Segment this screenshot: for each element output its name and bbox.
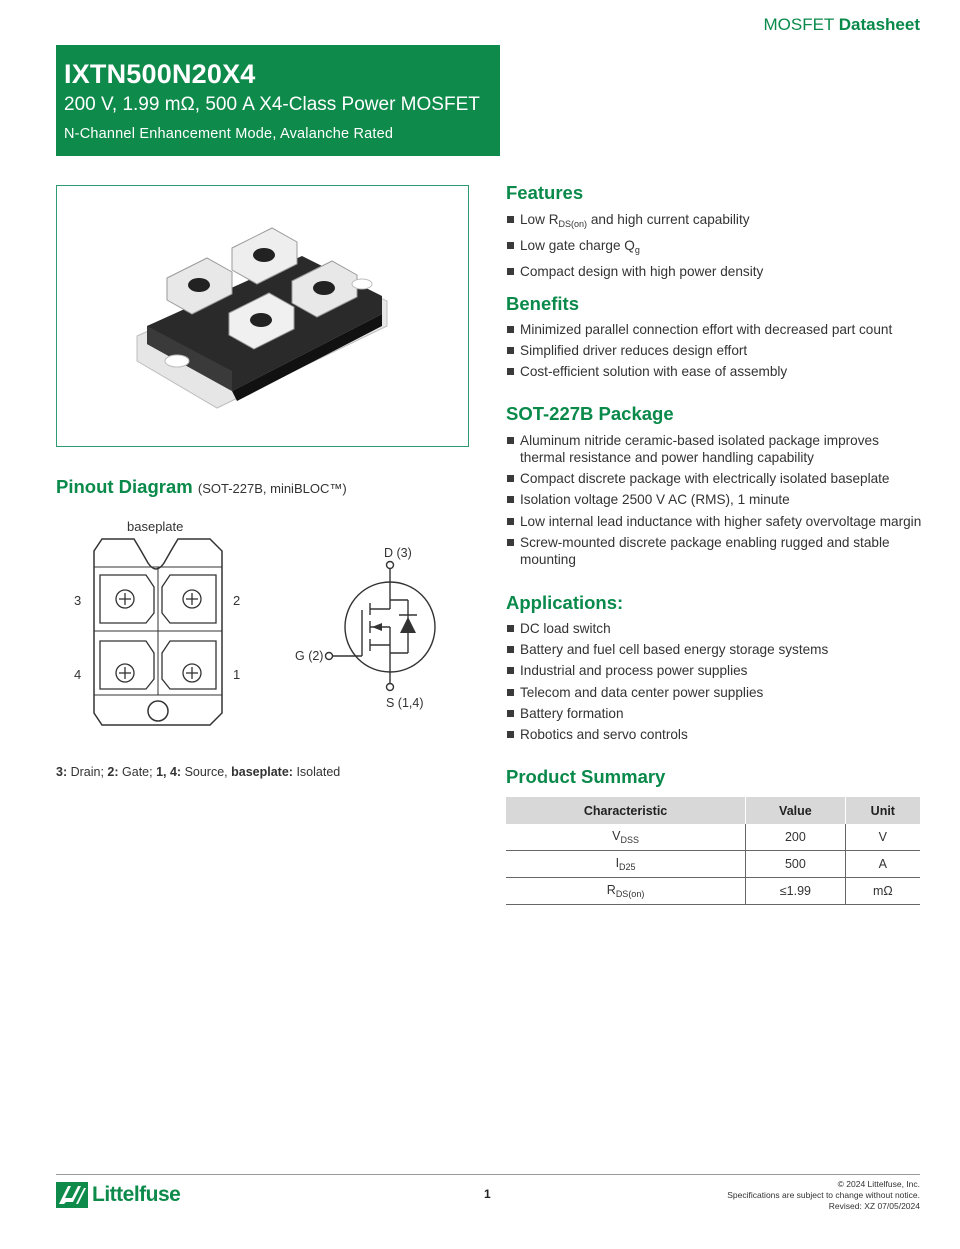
- list-item: Compact design with high power density: [506, 263, 926, 280]
- note-gate-text: Gate;: [118, 765, 157, 779]
- col-header-unit: Unit: [845, 797, 920, 824]
- table-row: [506, 878, 920, 905]
- product-subtitle-2: N-Channel Enhancement Mode, Avalanche Rated: [64, 126, 394, 142]
- list-item: Isolation voltage 2500 V AC (RMS), 1 minute: [506, 491, 926, 508]
- footer-legal: [727, 1179, 920, 1212]
- symbol-drain-label: D (3): [384, 546, 412, 560]
- list-item: Low $R_{DS(on)}$ and high current capability: [506, 211, 926, 233]
- cell-unit: V: [845, 824, 920, 851]
- col-header-characteristic: Characteristic: [506, 797, 746, 824]
- footer-disclaimer: Specifications are subject to change without notice.: [727, 1190, 920, 1200]
- list-item: Battery formation: [506, 705, 926, 722]
- package-list: [506, 432, 926, 572]
- list-item: Low internal lead inductance with higher safety overvoltage margin: [506, 513, 926, 530]
- list-item: Low gate charge $Q_g$: [506, 237, 926, 259]
- note-source-key: 1, 4:: [156, 765, 182, 779]
- summary-heading: Product Summary: [506, 766, 666, 787]
- pinout-heading: [56, 476, 347, 498]
- doc-type-bold: Datasheet: [838, 15, 920, 34]
- col-header-value: Value: [746, 797, 846, 824]
- list-item: Battery and fuel cell based energy storage systems: [506, 641, 926, 658]
- cell-characteristic: $I_{D25}$: [506, 851, 746, 878]
- part-number: IXTN500N20X4: [64, 59, 256, 89]
- header-tile-grid-right: [500, 44, 960, 158]
- note-source-text: Source,: [181, 765, 232, 779]
- pinout-title: Pinout Diagram: [56, 476, 193, 497]
- cell-value: 500: [746, 851, 846, 878]
- cell-value: ≤1.99: [746, 878, 846, 905]
- list-item: Screw-mounted discrete package enabling rugged and stable mounting: [506, 534, 926, 568]
- applications-heading: Applications:: [506, 592, 624, 613]
- pin-label-2: 2: [233, 593, 241, 608]
- cell-value: 200: [746, 824, 846, 851]
- list-item: Aluminum nitride ceramic-based isolated package improves thermal resistance and power handling capability: [506, 432, 926, 466]
- list-item: Minimized parallel connection effort with decreased part count: [506, 321, 926, 338]
- cell-unit: mΩ: [845, 878, 920, 905]
- note-baseplate-text: Isolated: [292, 765, 341, 779]
- product-photo-frame: [56, 185, 469, 447]
- note-baseplate-key: baseplate:: [231, 765, 293, 779]
- littelfuse-logo-icon: [56, 1182, 88, 1208]
- applications-list: [506, 620, 926, 747]
- symbol-gate-label: G (2): [295, 649, 324, 663]
- list-item: Compact discrete package with electrically isolated baseplate: [506, 470, 926, 487]
- list-item: Industrial and process power supplies: [506, 662, 926, 679]
- cell-unit: A: [845, 851, 920, 878]
- table-row: [506, 851, 920, 878]
- header-tile-grid-left: [0, 44, 56, 158]
- doc-type-normal: MOSFET: [763, 15, 834, 34]
- pinout-diagram: [56, 515, 436, 745]
- features-heading: Features: [506, 182, 584, 203]
- pin-label-1: 1: [233, 667, 241, 682]
- benefits-list: [506, 321, 926, 385]
- product-summary-table: [506, 797, 920, 905]
- doc-type-label: [763, 15, 920, 35]
- page-number: 1: [484, 1187, 491, 1201]
- features-list: [506, 211, 926, 285]
- pin-label-4: 4: [74, 667, 82, 682]
- pinout-title-note: (SOT-227B, miniBLOC™): [197, 481, 347, 496]
- baseplate-label: baseplate: [127, 519, 184, 534]
- symbol-source-label: S (1,4): [386, 696, 424, 710]
- cell-characteristic: $V_{DSS}$: [506, 824, 746, 851]
- pin-label-3: 3: [74, 593, 82, 608]
- list-item: Telecom and data center power supplies: [506, 684, 926, 701]
- footer-divider: [56, 1174, 920, 1175]
- table-row: [506, 824, 920, 851]
- list-item: Cost-efficient solution with ease of assembly: [506, 363, 926, 380]
- list-item: DC load switch: [506, 620, 926, 637]
- littelfuse-logo: [56, 1180, 196, 1208]
- footer-revision: Revised: XZ 07/05/2024: [828, 1201, 920, 1211]
- list-item: Robotics and servo controls: [506, 726, 926, 743]
- pinout-note: [56, 765, 340, 779]
- list-item: Simplified driver reduces design effort: [506, 342, 926, 359]
- package-heading: SOT-227B Package: [506, 403, 674, 424]
- footer-copyright: © 2024 Littelfuse, Inc.: [837, 1179, 920, 1189]
- note-drain-key: 3:: [56, 765, 68, 779]
- cell-characteristic: $R_{DS(on)}$: [506, 878, 746, 905]
- product-photo-module: [57, 186, 467, 445]
- benefits-heading: Benefits: [506, 293, 579, 314]
- product-subtitle: 200 V, 1.99 mΩ, 500 A X4-Class Power MOSFET: [64, 94, 480, 115]
- logo-wordmark: Littelfuse: [92, 1183, 181, 1206]
- note-gate-key: 2:: [107, 765, 119, 779]
- title-banner: [56, 45, 500, 156]
- note-drain-text: Drain;: [67, 765, 108, 779]
